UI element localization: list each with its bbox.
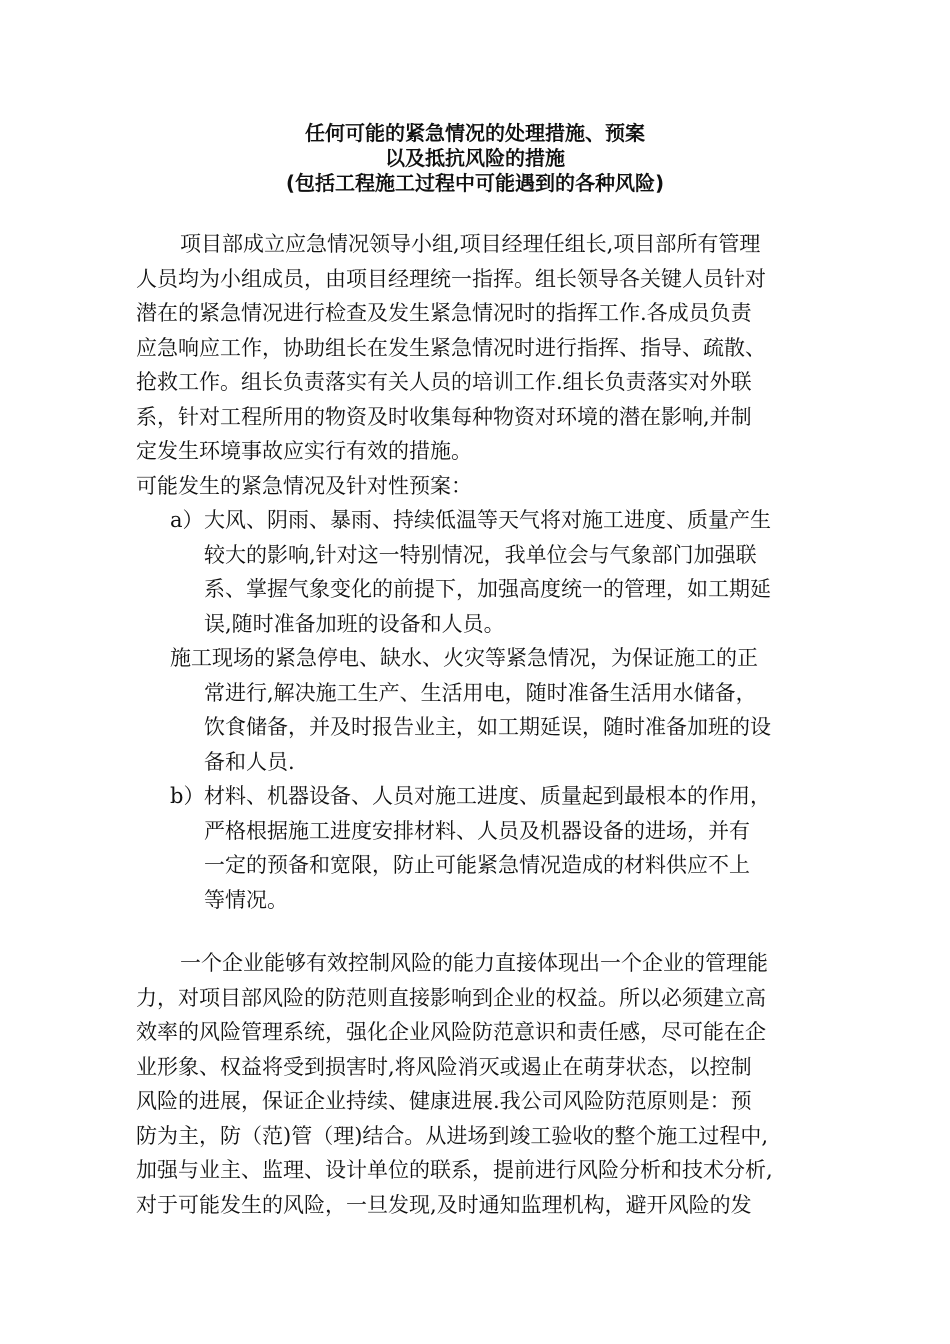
intro-line-3: 潜在的紧急情况进行检查及发生紧急情况时的指挥工作.各成员负责 (136, 301, 752, 325)
intro-line-2: 人员均为小组成员，由项目经理统一指挥。组长领导各关键人员针对 (136, 266, 766, 291)
intro-line-4: 应急响应工作，协助组长在发生紧急情况时进行指挥、指导、疏散、 (136, 335, 766, 360)
item-power-line-1: 施工现场的紧急停电、缺水、火灾等紧急情况，为保证施工的正 (170, 646, 758, 670)
title-line-1: 任何可能的紧急情况的处理措施、预案 (305, 121, 645, 145)
item-power-line-3: 饮食储备，并及时报告业主，如工期延误，随时准备加班的设 (204, 715, 771, 739)
risk-line-3: 效率的风险管理系统，强化企业风险防范意识和责任感，尽可能在企 (136, 1020, 766, 1044)
item-power-line-4: 备和人员. (204, 749, 295, 774)
intro-line-1: 项目部成立应急情况领导小组,项目经理任组长,项目部所有管理 (180, 232, 761, 256)
body-section-2 (136, 946, 816, 1222)
item-b-line-1: 材料、机器设备、人员对施工进度、质量起到最根本的作用， (204, 784, 771, 808)
intro-line-6: 系，针对工程所用的物资及时收集每种物资对环境的潜在影响,并制 (136, 404, 752, 429)
risk-paragraph (136, 946, 816, 1222)
intro-line-5: 抢救工作。组长负责落实有关人员的培训工作.组长负责落实对外联 (136, 370, 752, 394)
intro-line-7: 定发生环境事故应实行有效的措施。 (136, 439, 472, 463)
document-title (0, 121, 950, 196)
risk-line-6: 防为主，防（范)管（理)结合。从进场到竣工验收的整个施工过程中, (136, 1123, 769, 1148)
list-item-a (136, 503, 816, 641)
risk-line-2: 力，对项目部风险的防范则直接影响到企业的权益。所以必须建立高 (136, 985, 766, 1010)
list-marker-b: b） (170, 784, 205, 808)
risk-line-7: 加强与业主、监理、设计单位的联系，提前进行风险分析和技术分析, (136, 1158, 773, 1182)
title-line-3: (包括工程施工过程中可能遇到的各种风险) (285, 171, 665, 195)
risk-line-4: 业形象、权益将受到损害时,将风险消灭或遏止在萌芽状态，以控制 (136, 1054, 752, 1079)
item-b-line-4: 等情况。 (204, 887, 288, 912)
item-a-line-1: 大风、阴雨、暴雨、持续低温等天气将对施工进度、质量产生 (204, 508, 771, 532)
body-section-1 (136, 227, 816, 917)
intro-paragraph (136, 227, 816, 469)
list-item-power (136, 641, 816, 779)
list-item-b (136, 779, 816, 917)
title-line-2: 以及抵抗风险的措施 (385, 146, 565, 170)
list-marker-a: a） (170, 508, 204, 532)
item-a-line-3: 系、掌握气象变化的前提下，加强高度统一的管理，如工期延 (204, 577, 771, 601)
risk-line-8: 对于可能发生的风险，一旦发现,及时通知监理机构，避开风险的发 (136, 1192, 752, 1217)
item-a-line-2: 较大的影响,针对这一特别情况，我单位会与气象部门加强联 (204, 542, 757, 567)
item-a-line-4: 误,随时准备加班的设备和人员。 (204, 611, 505, 636)
item-b-line-3: 一定的预备和宽限，防止可能紧急情况造成的材料供应不上 (204, 853, 750, 877)
risk-line-5: 风险的进展，保证企业持续、健康进展.我公司风险防范原则是：预 (136, 1089, 752, 1113)
risk-line-1: 一个企业能够有效控制风险的能力直接体现出一个企业的管理能 (180, 951, 768, 975)
item-b-line-2: 严格根据施工进度安排材料、人员及机器设备的进场，并有 (204, 818, 750, 843)
item-power-line-2: 常进行,解决施工生产、生活用电，随时准备生活用水储备， (204, 680, 757, 705)
plans-heading: 可能发生的紧急情况及针对性预案： (136, 473, 472, 498)
